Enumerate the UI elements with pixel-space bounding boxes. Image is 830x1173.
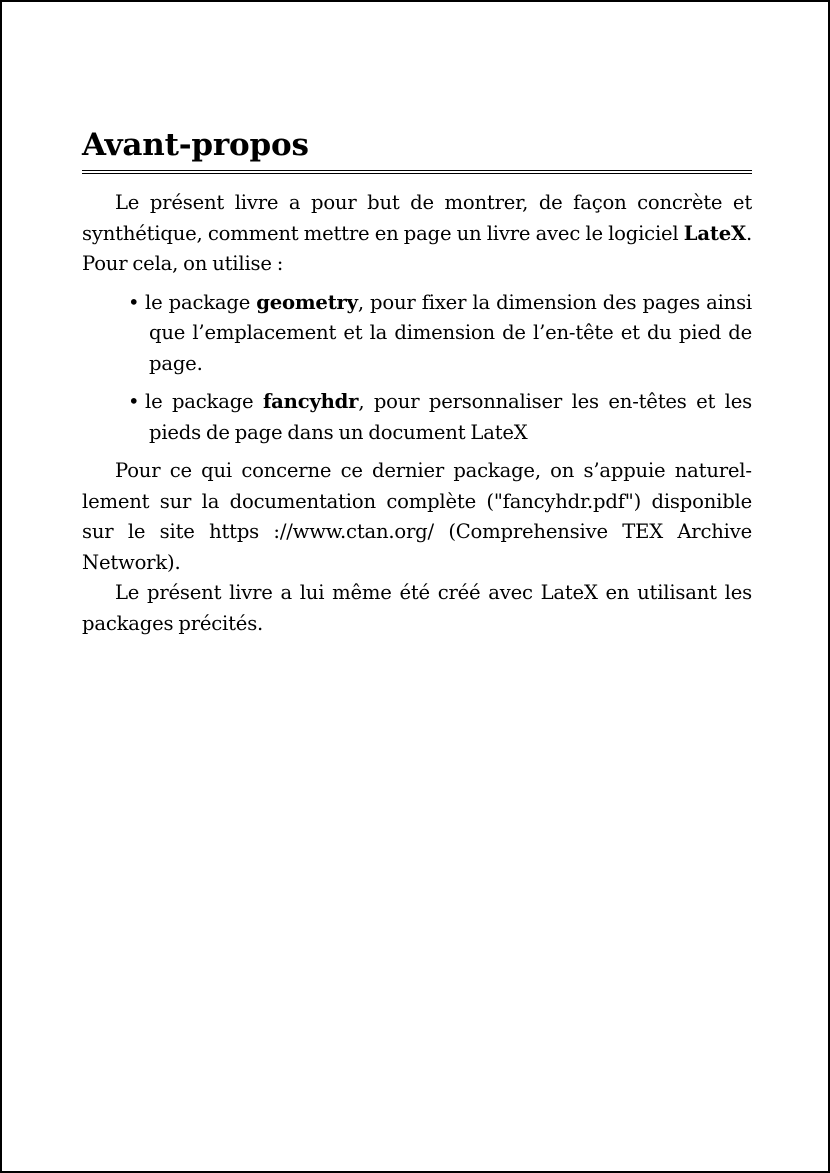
bullet-marker: • (128, 390, 140, 413)
list-item-fancyhdr (128, 387, 752, 448)
intro-text-after: . Pour cela, on utilise : (82, 221, 752, 275)
intro-text-before: Le présent livre a pour but de montrer, de façon concrète et synthétique, comment mettre en page un livre avec le logiciel (82, 191, 752, 245)
package-name-geometry: geometry (256, 290, 358, 314)
list-item-description: , pour fixer la dimension des pages ainsi que l’emplacement et la dimension de l’en-tête et du pied de page. (149, 290, 752, 375)
list-item-description: , pour personnaliser les en-têtes et les pieds de page dans un document LateX (149, 390, 752, 444)
package-list (128, 288, 752, 449)
title-double-rule (82, 170, 752, 174)
intro-paragraph (82, 188, 752, 280)
body-text (82, 188, 752, 639)
documentation-paragraph: Pour ce qui concerne ce dernier package, on s’appuie naturellement sur la documentation complète ("fancyhdr.pdf") disponible sur le site https ://www.ctan.org/ (Comprehensive TEX Archive Network). (82, 459, 752, 574)
page-content (82, 120, 752, 639)
software-name: LateX (683, 221, 746, 245)
closing-paragraph: Le présent livre a lui même été créé avec LateX en utilisant les packages précités. (82, 581, 752, 635)
chapter-title: Avant-propos (82, 127, 309, 163)
package-name-fancyhdr: fancyhdr (262, 390, 359, 413)
list-item-geometry (128, 288, 752, 380)
list-item-prefix: le package (145, 290, 257, 314)
bullet-marker: • (128, 290, 140, 314)
list-item-prefix: le package (145, 390, 263, 413)
